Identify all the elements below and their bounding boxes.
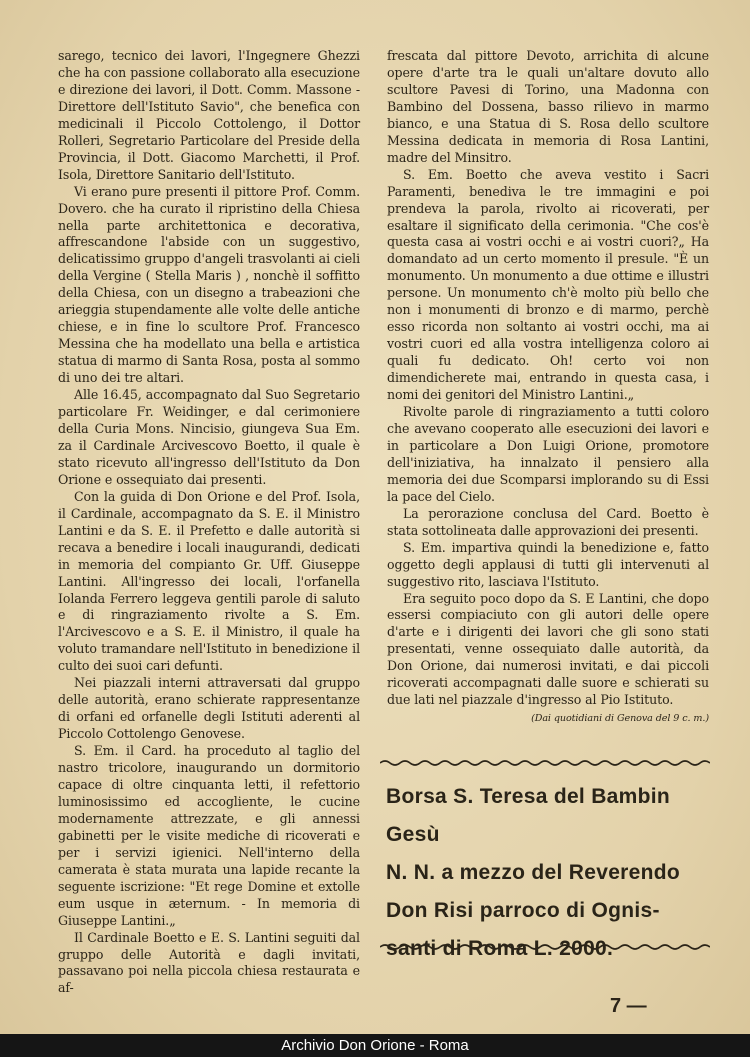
source-citation: (Dai quotidiani di Genova del 9 c. m.) xyxy=(531,713,709,725)
paragraph: sarego, tecnico dei lavori, l'Ingegnere Ghezzi che ha con passione collaborato alla esecuzione e direzione dei lavori, il Dott. Comm. Massone - Direttore dell'Istituto Savio", che benefica con medicinali il Piccolo Cottolengo, il Dottor Rolleri, Segretario Particolare del Preside della Provincia, il Dott. Giacomo Marchetti, il Prof. Isola, Direttore Sanitario dell'Istituto. xyxy=(58,48,360,182)
wavy-divider-top xyxy=(380,758,710,768)
paragraph: Nei piazzali interni attraversati dal gruppo delle autorità, erano schierate rappresentanze di orfani ed orfanelle degli Istituti aderenti al Piccolo Cottolengo Genovese. xyxy=(58,675,360,742)
paragraph: frescata dal pittore Devoto, arrichita di alcune opere d'arte tra le quali un'altare dovuto allo scultore Pavesi di Torino, una Madonna con Bambino del Dossena, basso rilievo in marmo bianco, e una Statua di S. Rosa dello scultore Messina dedicata in memoria di Rosa Lantini, madre del Minsitro. xyxy=(387,48,709,165)
left-column xyxy=(58,48,360,997)
paragraph: Rivolte parole di ringraziamento a tutti coloro che avevano cooperato alle esecuzioni dei lavori e in particolare a Don Luigi Orione, promotore dell'iniziativa, ha innalzato il pensiero alla memoria dei due Scomparsi implorando su di Essi la pace del Cielo. xyxy=(387,404,709,504)
archive-footer: Archivio Don Orione - Roma xyxy=(0,1034,750,1057)
paragraph: S. Em. Boetto che aveva vestito i Sacri Paramenti, benediva le tre immagini e poi prendeva la parola, rivolto ai ricoverati, per esaltare il significato della cerimonia. "Che cos'è questa casa ai vostri occhi e ai vostri cuori?„ Ha domandato ad un certo momento il presule. "È un monumento. Un monumento a due ottime e illustri persone. Un monumento ch'è molto più bello che non i monumenti di bronzo e di marmo, perchè esso ricorda non soltanto ai vostri occhi, ma ai vostri cuori ed alla vostra intelligenza coloro ai quali fu dedicato. Oh! certo voi non dimendicherete mai, entrando in questa casa, i nomi dei genitori del Ministro Lantini.„ xyxy=(387,166,709,403)
page-number: 7 — xyxy=(610,995,647,1017)
borsa-line: Don Risi parroco di Ognis- xyxy=(386,899,660,922)
paragraph: Con la guida di Don Orione e del Prof. Isola, il Cardinale, accompagnato da S. E. il Ministro Lantini e da S. E. il Prefetto e dalle autorità si recava a benedire i locali inaugurandi, dedicati in memoria del compianto Gr. Uff. Giuseppe Lantini. All'ingresso dei locali, l'orfanella Iolanda Ferrero leggeva gentili parole di saluto e di ringraziamento rivolte a S. Em. l'Arcivescovo e a S. E. il Ministro, il quale ha voluto tramandare nell'Istituto in benedizione il culto dei suoi cari defunti. xyxy=(58,488,360,674)
paragraph: La perorazione conclusa del Card. Boetto è stata sottolineata dalle approvazioni dei presenti. xyxy=(387,505,709,538)
paragraph: Alle 16.45, accompagnato dal Suo Segretario particolare Fr. Weidinger, e dal cerimoniere della Curia Mons. Nincisio, giungeva Sua Em. za il Cardinale Arcivescovo Boetto, il quale è stato ricevuto all'ingresso dell'Istituto da Don Orione e ossequiato dai presenti. xyxy=(58,387,360,487)
paragraph: S. Em. impartiva quindi la benedizione e, fatto oggetto degli applausi di tutti gli intervenuti al suggestivo rito, lasciava l'Istituto. xyxy=(387,539,709,589)
borsa-line: Borsa S. Teresa del Bambin Gesù xyxy=(386,785,671,846)
paragraph: Era seguito poco dopo da S. E Lantini, che dopo essersi compiaciuto con gli autori delle opere d'arte e i dirigenti dei lavori che gli sono stati presentati, venne ossequiato dalle autorità, da Don Orione, dai numerosi invitati, e dai piccoli ricoverati accompagnati dalle suore e schierati su due lati nel piazzale d'ingresso al Pio Istituto. xyxy=(387,590,709,708)
borsa-line: santi di Roma L. 2000. xyxy=(386,937,614,960)
right-column xyxy=(387,48,709,728)
borsa-notice xyxy=(386,778,706,968)
borsa-line: N. N. a mezzo del Reverendo xyxy=(386,861,681,884)
paragraph: Vi erano pure presenti il pittore Prof. Comm. Dovero. che ha curato il ripristino della Chiesa nella parte architettonica e decorativa, affrescandone l'abside con un suggestivo, delicatissimo gruppo d'angeli trasvolanti ai cieli della Vergine ( Stella Maris ) , nonchè il soffitto della Chiesa, con un disegno a trabeazioni che arieggia stupendamente alle volte delle antiche chiese, e in fine lo scultore Prof. Francesco Messina che ha modellato una bella e artistica statua di marmo di Santa Rosa, posta al sommo di uno dei tre altari. xyxy=(58,183,360,386)
paragraph: S. Em. il Card. ha proceduto al taglio del nastro tricolore, inaugurando un dormitorio capace di oltre cinquanta letti, il refettorio luminosissimo ed accogliente, le cucine modernamente attrezzate, e gli annessi gabinetti per le visite mediche di ricoverati e per i servizi igienici. Nell'interno della camerata è stata murata una lapide recante la seguente iscrizione: "Et rege Domine et extolle eum usque in æternum. - In memoria di Giuseppe Lantini.„ xyxy=(58,743,360,928)
source-note xyxy=(387,709,709,728)
paragraph: Il Cardinale Boetto e E. S. Lantini seguiti dal gruppo delle Autorità e dagli invitati, passavano poi nella piccola chiesa restaurata e af- xyxy=(58,929,360,996)
wavy-divider-bottom xyxy=(380,942,710,952)
